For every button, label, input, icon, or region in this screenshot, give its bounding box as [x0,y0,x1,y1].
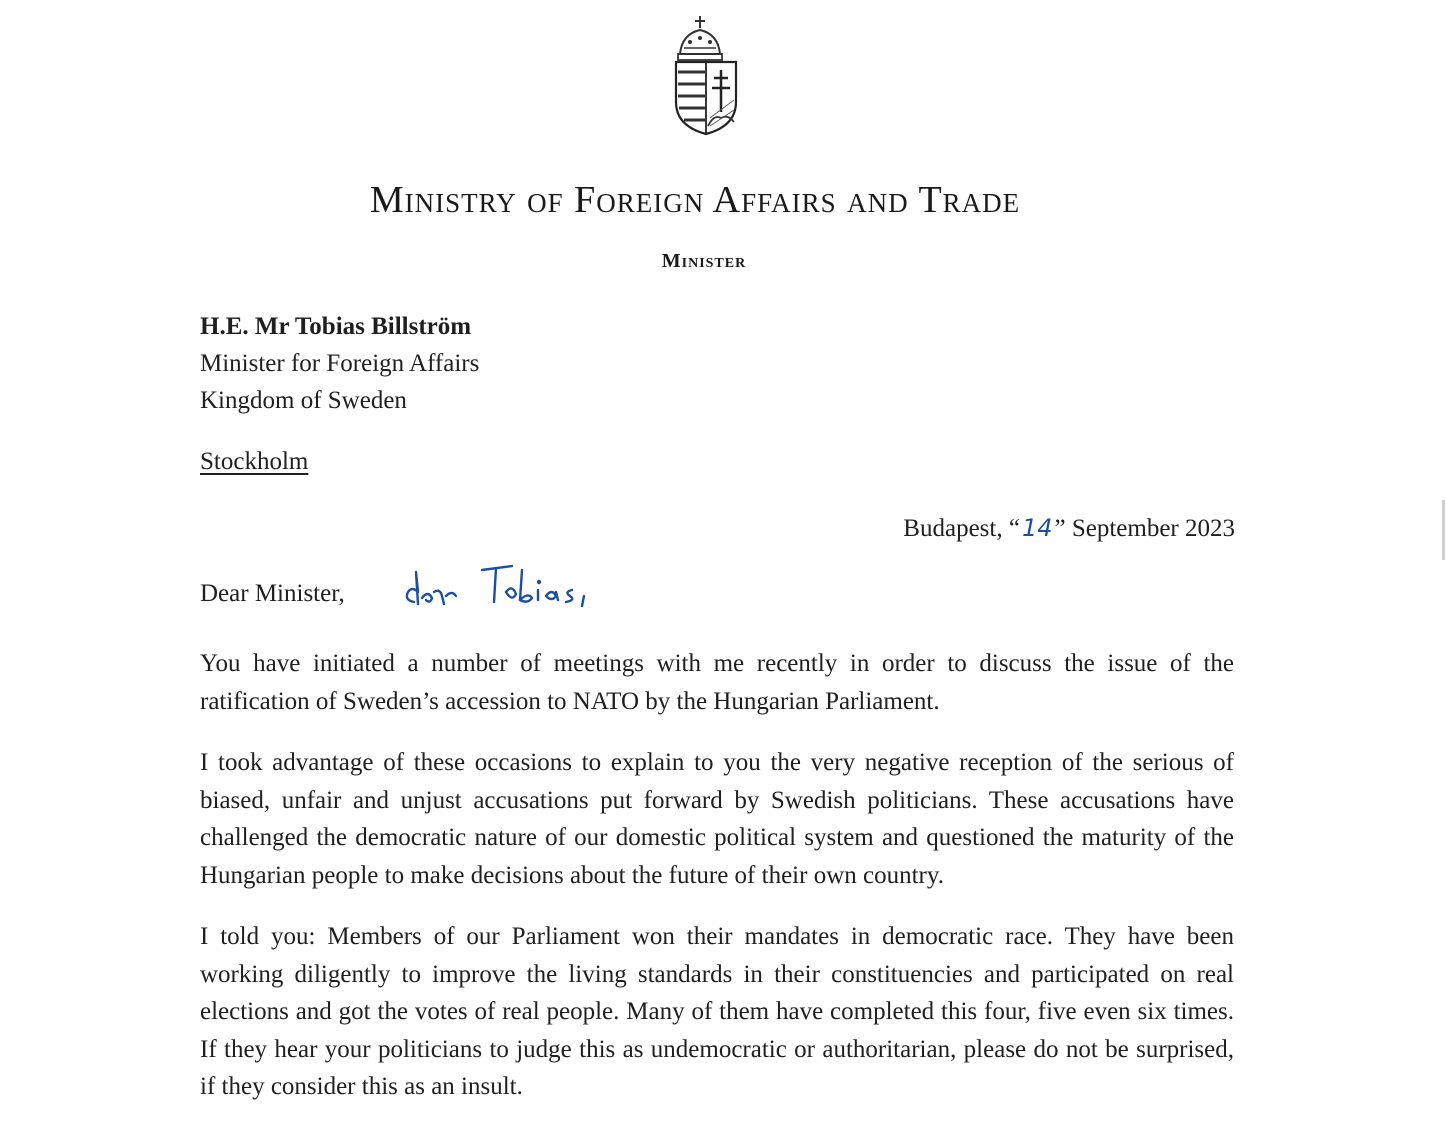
addressee-name: H.E. Mr Tobias Billström [200,313,472,340]
addressee-block [200,308,479,419]
minister-label: Minister [661,250,747,272]
paragraph-1: You have initiated a number of meetings with me recently in order to discuss the issue of the ratification of Sweden’s accession to NATO by the Hungarian Parliament. [200,650,1234,715]
salutation: Dear Minister, [200,580,345,607]
handwritten-salutation [400,556,600,616]
addressee-title: Minister for Foreign Affairs [200,350,480,377]
paragraph-2: I took advantage of these occasions to explain to you the very negative reception of the serious of biased, unfair and unjust accusations put forward by Swedish politicians. These accusations have challenged the democratic nature of our domestic political system and questioned the maturity of the Hungarian people to make decisions about the future of their own country. [200,749,1234,889]
scan-edge-mark [1442,500,1445,560]
letter-body [200,645,1234,1130]
dateline-prefix: Budapest, “ [903,515,1020,542]
ministry-title: Ministry of Foreign Affairs and Trade [369,179,1021,221]
hungarian-coat-of-arms-icon [670,14,742,138]
addressee-city: Stockholm [200,448,309,475]
dateline-suffix: ” September 2023 [1054,515,1235,542]
paragraph-3: I told you: Members of our Parliament won their mandates in democratic race. They have been working diligently to improve the living standards in their constituencies and participated on real elections and got the votes of real people. Many of them have completed this four, five even six times. If they hear your politicians to judge this as undemocratic or authoritarian, please do not be surprised, if they consider this as an insult. [200,923,1234,1100]
dateline-day-handwritten: 14 [1021,514,1053,542]
dateline [903,514,1235,543]
addressee-country: Kingdom of Sweden [200,387,407,414]
